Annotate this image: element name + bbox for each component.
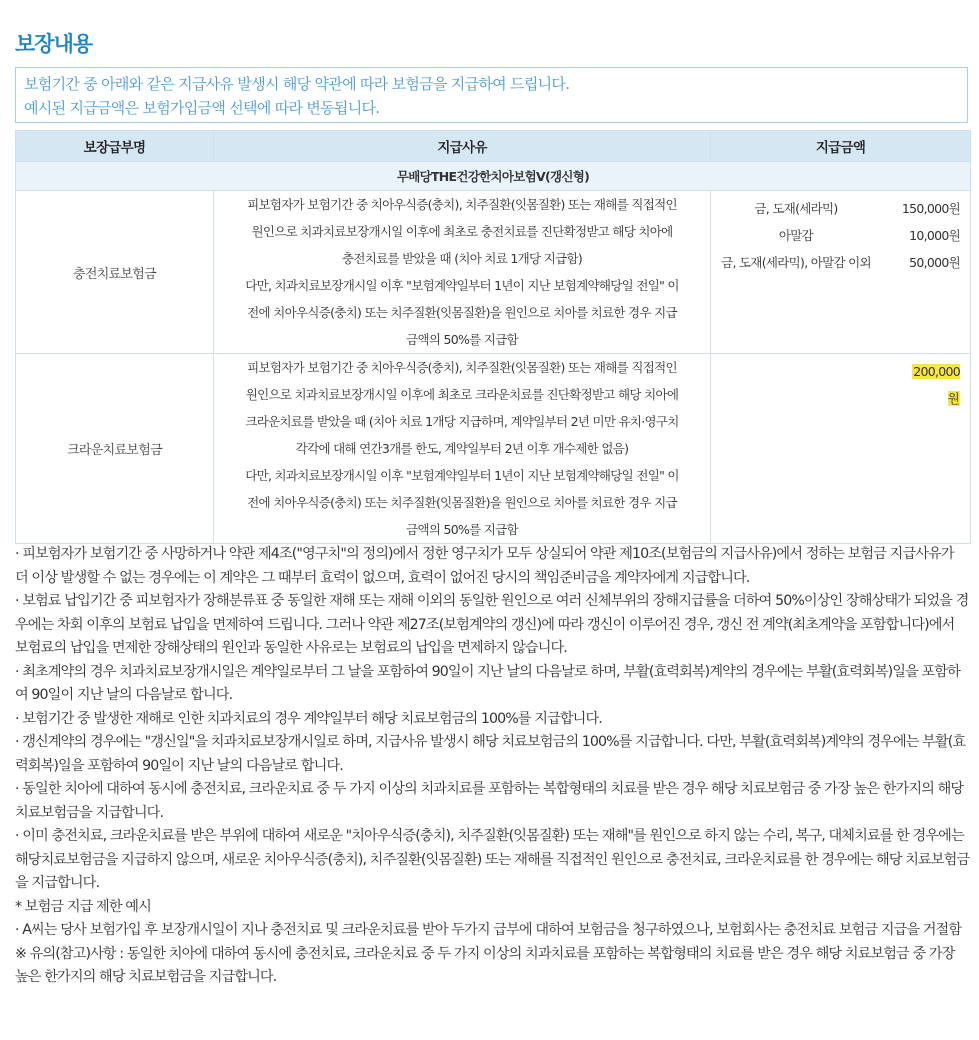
coverage-table [15,130,971,544]
reason-line: 다만, 치과치료보장개시일 이후 "보험계약일부터 1년이 지난 보험계약해당일 전일" 이 [245,278,679,293]
reason-line: 전에 치아우식증(충치) 또는 치주질환(잇몸질환)을 원인으로 치아를 치료한 경우 지급 [247,495,677,510]
product-name: 무배당THE건강한치아보험V(갱신형) [16,162,971,191]
reason-line: 전에 치아우식증(충치) 또는 치주질환(잇몸질환)을 원인으로 치아를 치료한 경우 지급 [247,305,677,320]
benefit-reason [214,354,711,544]
note-item: * 보험금 지급 제한 예시 [15,898,151,915]
notice-box [15,67,968,123]
notes-section [15,543,970,990]
benefit-reason [214,191,711,354]
amount-label: 아말감 [778,228,814,243]
amount-item [721,358,960,412]
reason-line: 크라운치료를 받았을 때 (치아 치료 1개당 지급하며, 계약일부터 2년 미만 유치·영구치 [245,414,679,429]
reason-line: 각각에 대해 연간3개를 한도, 계약일부터 2년 이후 개수제한 없음) [295,441,629,456]
header-amount: 지급금액 [711,131,971,162]
reason-line: 원인으로 치과치료보장개시일 이후에 최초로 충전치료를 진단확정받고 해당 치아에 [251,224,673,239]
reason-line: 충전치료를 받았을 때 (치아 치료 1개당 지급함) [342,251,582,266]
reason-line: 피보험자가 보험기간 중 치아우식증(충치), 치주질환(잇몸질환) 또는 재해를 직접적인 [247,360,677,375]
note-item: ※ 유의(참고)사항 : 동일한 치아에 대하여 동시에 충전치료, 크라운치료 중 두 가지 이상의 치과치료를 포함하는 복합형태의 치료를 받은 경우 해당 치료보험금 중 가장 높은 한가지의 해당 치료보험금을 지급합니다. [15,945,955,985]
reason-line: 피보험자가 보험기간 중 치아우식증(충치), 치주질환(잇몸질환) 또는 재해를 직접적인 [247,197,677,212]
amount-item [721,249,960,276]
benefit-name: 충전치료보험금 [16,191,214,354]
page-title: 보장내용 [15,32,93,56]
note-item: · A씨는 당사 보험가입 후 보장개시일이 지나 충전치료 및 크라운치료를 받아 두가지 급부에 대하여 보험금을 청구하였으나, 보험회사는 충전치료 보험금 지급을 거절함 [15,922,962,938]
amount-value: 150,000원 [901,201,960,216]
benefit-name: 크라운치료보험금 [16,354,214,544]
highlighted-amount-value: 200,000원 [913,364,960,406]
header-benefit-name: 보장급부명 [16,131,214,162]
amount-item [721,222,960,249]
notice-line: 예시된 지급금액은 보험가입금액 선택에 따라 변동됩니다. [24,99,380,117]
benefit-amount [711,191,971,354]
reason-line: 금액의 50%를 지급함 [406,332,518,347]
reason-line: 원인으로 치과치료보장개시일 이후에 최초로 크라운치료를 진단확정받고 해당 치아에 [245,387,679,402]
table-row [16,191,971,354]
note-item: · 이미 충전치료, 크라운치료를 받은 부위에 대하여 새로운 "치아우식증(충치), 치주질환(잇몸질환) 또는 재해"를 원인으로 하지 않는 수리, 복구, 대체치료를 한 경우에는 해당치료보험금을 지급하지 않으며, 새로운 치아우식증(충치), 치주질환(잇몸질환) 또는 재해를 직접적인 원인으로 충전치료, 크라운치료를 한 경우에는 해당 치료보험금을 지급합니다. [15,828,970,891]
note-item: · 피보험자가 보험기간 중 사망하거나 약관 제4조("영구치"의 정의)에서 정한 영구치가 모두 상실되어 약관 제10조(보험금의 지급사유)에서 정하는 보험금 지급사유가 더 이상 발생할 수 없는 경우에는 이 계약은 그 때부터 효력이 없으며, 효력이 없어진 당시의 책임준비금을 계약자에게 지급합니다. [15,546,954,586]
note-item: · 동일한 치아에 대하여 동시에 충전치료, 크라운치료 중 두 가지 이상의 치과치료를 포함하는 복합형태의 치료를 받은 경우 해당 치료보험금 중 가장 높은 한가지의 해당 치료보험금을 지급합니다. [15,781,964,821]
table-row [16,354,971,544]
amount-item [721,195,960,222]
note-item: · 최초계약의 경우 치과치료보장개시일은 계약일로부터 그 날을 포함하여 90일이 지난 날의 다음날로 하며, 부활(효력회복)계약의 경우에는 부활(효력회복)일을 포함하여 90일이 지난 날의 다음날로 합니다. [15,663,960,703]
table-header-row [16,131,971,162]
note-item: · 보험료 납입기간 중 피보험자가 장해분류표 중 동일한 재해 또는 재해 이외의 동일한 원인으로 여러 신체부위의 장해지급률을 더하여 50%이상인 장해상태가 되었을 경우에는 차회 이후의 보험료 납입을 면제하여 드립니다. 그러나 약관 제27조(보험계약의 갱신)에 따라 갱신이 이루어진 경우, 갱신 전 계약(최초계약을 포함합니다)에서 보험료의 납입을 면제한 장해상태의 원인과 동일한 사유로는 보험료의 납입을 면제하지 않습니다. [15,593,969,656]
reason-line: 다만, 치과치료보장개시일 이후 "보험계약일부터 1년이 지난 보험계약해당일 전일" 이 [245,468,679,483]
note-item: · 보험기간 중 발생한 재해로 인한 치과치료의 경우 계약일부터 해당 치료보험금의 100%를 지급합니다. [15,710,602,727]
reason-line: 금액의 50%를 지급함 [406,522,518,537]
amount-value: 10,000원 [909,228,960,243]
notice-line: 보험기간 중 아래와 같은 지급사유 발생시 해당 약관에 따라 보험금을 지급하여 드립니다. [24,75,570,93]
amount-label: 금, 도재(세라믹) [754,201,838,216]
benefit-amount [711,354,971,544]
amount-value: 50,000원 [909,255,960,270]
product-row [16,162,971,191]
amount-label: 금, 도재(세라믹), 아말감 이외 [721,255,871,270]
header-reason: 지급사유 [214,131,711,162]
note-item: · 갱신계약의 경우에는 "갱신일"을 치과치료보장개시일로 하며, 지급사유 발생시 해당 치료보험금의 100%를 지급합니다. 다만, 부활(효력회복)계약의 경우에는 부활(효력회복)일을 포함하여 90일이 지난 날의 다음날로 합니다. [15,734,966,774]
